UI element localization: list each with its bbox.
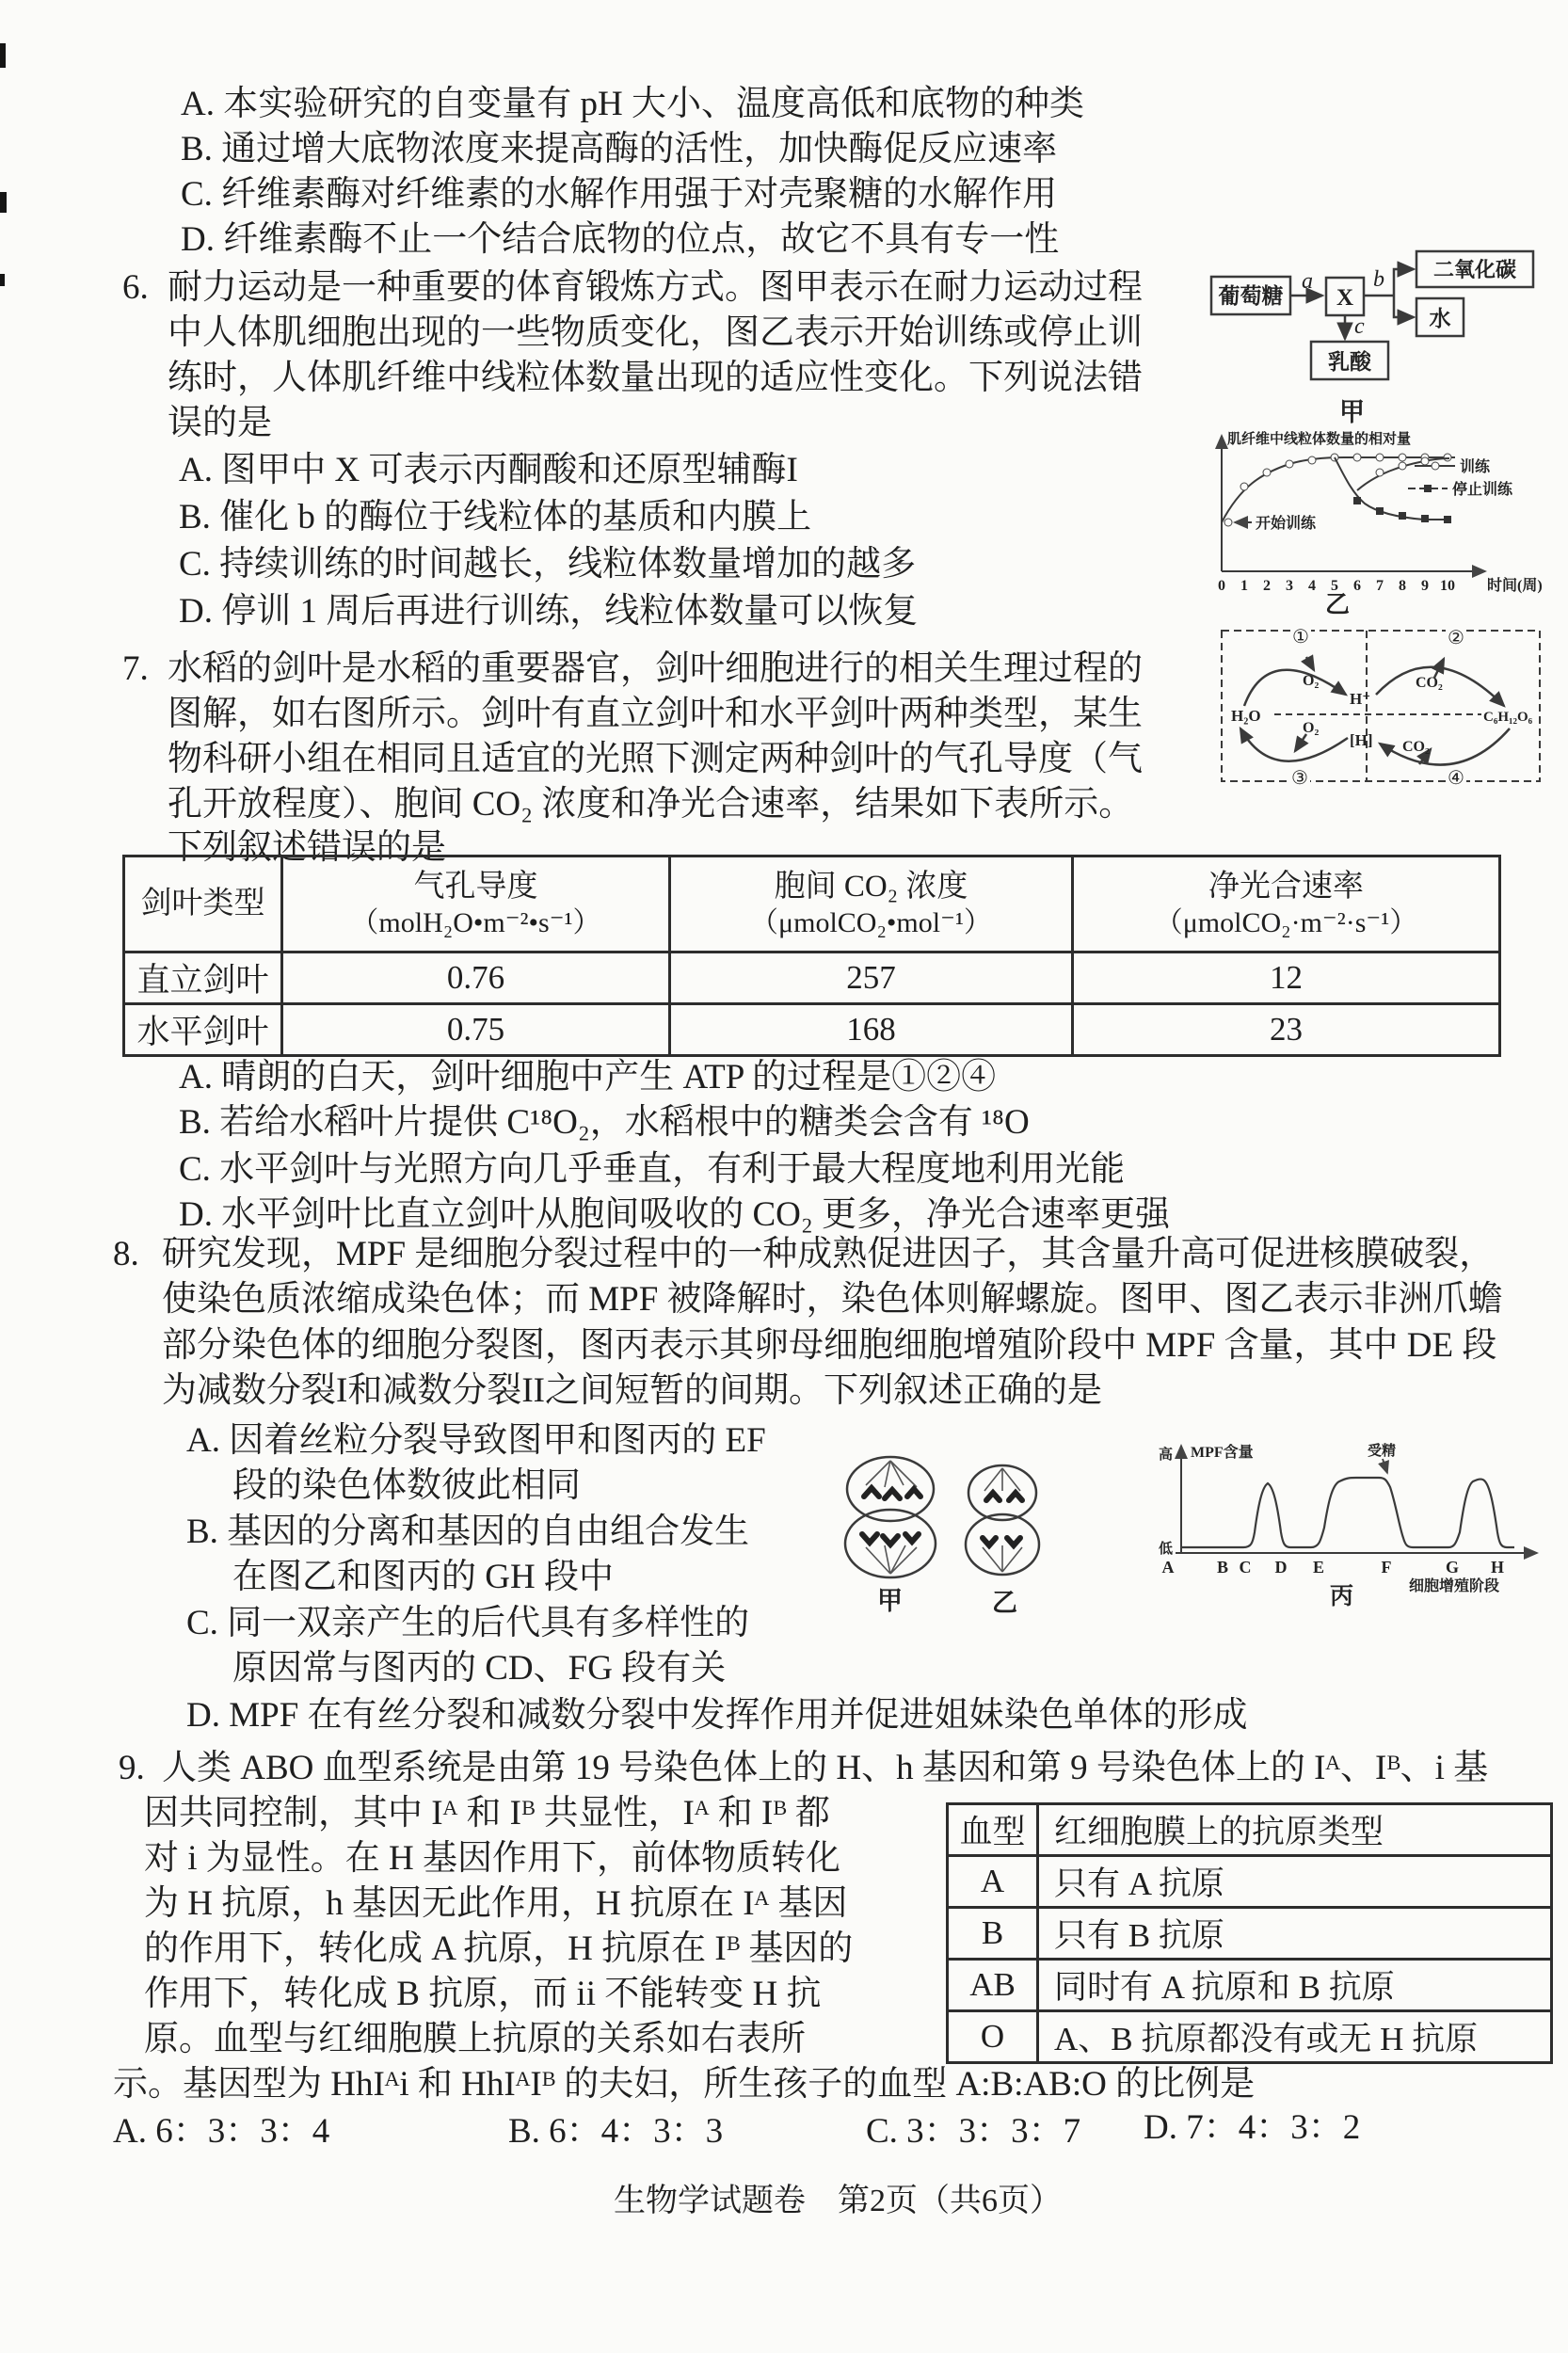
fertilization-label: 受精 (1368, 1444, 1397, 1459)
svg-text:8: 8 (1399, 578, 1406, 594)
q7-row2-type: 水平剑叶 (124, 1004, 282, 1056)
q6-option-d: D. 停训 1 周后再进行训练，线粒体数量可以恢复 (179, 592, 919, 631)
q9-option-d: D. 7：4：3：2 (1144, 2108, 1361, 2147)
q9-row-o-type: O (948, 2011, 1038, 2063)
h-plus-label: H⁺ (1350, 690, 1371, 708)
q9-row-o-antigen: A、B 抗原都没有或无 H 抗原 (1038, 2011, 1552, 2063)
q7-option-d: D. 水平剑叶比直立剑叶从胞间吸收的 CO₂ 更多，净光合速率更强 (179, 1195, 1171, 1234)
q9-row-a-type: A (948, 1856, 1038, 1908)
q8-option-a-line2: 段的染色体数彼此相同 (232, 1466, 581, 1505)
svg-text:1: 1 (1240, 578, 1248, 594)
cell-yi-caption: 乙 (992, 1589, 1017, 1616)
q7-stem-line-2: 图解，如右图所示。剑叶有直立剑叶和水平剑叶两种类型，某生 (168, 695, 1143, 733)
spindle-fibers (866, 1461, 1022, 1574)
scan-artifact (0, 192, 7, 213)
q7-row1-conductance: 0.76 (282, 952, 670, 1004)
q9-row-ab-antigen: 同时有 A 抗原和 B 抗原 (1038, 1960, 1552, 2011)
water-label: 水 (1429, 307, 1451, 330)
mpf-curve (1181, 1478, 1514, 1547)
q8-option-c-line1: C. 同一双亲产生的后代具有多样性的 (186, 1604, 750, 1642)
q9-stem-line-5: 的作用下，转化成 A 抗原，H 抗原在 Iᴮ 基因的 (144, 1929, 854, 1968)
q6-figure-yi-graph (1203, 428, 1568, 640)
q6-option-c: C. 持续训练的时间越长，线粒体数量增加的越多 (179, 545, 917, 584)
q7-stem-line-5: 下列叙述错误的是 (168, 828, 446, 867)
q9-stem-line-3: 对 i 为显性。在 H 基因作用下，前体物质转化 (144, 1839, 840, 1878)
q8-stem-line-4: 为减数分裂I和减数分裂II之间短暂的间期。下列叙述正确的是 (162, 1371, 1102, 1410)
arc-3 (1240, 728, 1348, 761)
y-axis-title: 肌纤维中线粒体数量的相对量 (1227, 432, 1412, 447)
svg-text:B: B (1216, 1558, 1229, 1577)
q9-row-b-antigen: 只有 B 抗原 (1038, 1908, 1552, 1960)
start-training-label: 开始训练 (1256, 516, 1317, 532)
table-row (948, 2011, 1552, 2063)
svg-text:D: D (1274, 1558, 1288, 1577)
glucose-label: 葡萄糖 (1218, 284, 1284, 308)
cell-jia-caption: 甲 (877, 1587, 903, 1615)
svg-text:F: F (1381, 1558, 1392, 1577)
svg-text:G: G (1445, 1558, 1460, 1577)
curve-training (1222, 457, 1455, 522)
q6-option-a: A. 图甲中 X 可表示丙酮酸和还原型辅酶I (179, 451, 798, 489)
q9-number: 9. (119, 1749, 145, 1787)
arc-1-o2-arrow (1306, 657, 1314, 670)
q7-number: 7. (122, 649, 149, 688)
svg-text:2: 2 (1263, 578, 1271, 594)
glucose-label: C₆H₁₂O₆ (1483, 710, 1533, 725)
scan-artifact (0, 43, 6, 68)
svg-text:6: 6 (1353, 578, 1361, 594)
outer-dashed-box (1222, 631, 1540, 781)
h-brackets-label: [H] (1350, 731, 1373, 749)
arrow-b-branch (1364, 269, 1411, 317)
q8-figure-bing-graph (1153, 1438, 1567, 1617)
arc-1 (1244, 670, 1346, 706)
fertilization-annotation (1368, 1442, 1396, 1473)
svg-text:A: A (1161, 1558, 1175, 1577)
svg-text:H: H (1490, 1558, 1505, 1577)
q9-stem-line-2: 因共同控制，其中 Iᴬ 和 Iᴮ 共显性，Iᴬ 和 Iᴮ 都 (144, 1794, 830, 1833)
q8-stem-line-2: 使染色质浓缩成染色体；而 MPF 被降解时，染色体则解螺旋。图甲、图乙表示非洲爪蟾 (162, 1280, 1503, 1319)
legend-square-marker (1424, 485, 1432, 492)
svg-text:①: ① (1292, 627, 1309, 648)
svg-text:10: 10 (1440, 578, 1455, 594)
q8-stem-line-1: 研究发现，MPF 是细胞分裂过程中的一种成熟促进因子，其含量升高可促进核膜破裂， (162, 1235, 1495, 1273)
q9-stem-line-6: 作用下，转化成 B 抗原，而 ii 不能转变 H 抗 (144, 1975, 822, 2013)
h2o-label: H₂O (1231, 707, 1261, 725)
svg-text:5: 5 (1331, 578, 1338, 594)
q7-row2-rate: 23 (1073, 1004, 1500, 1056)
q6-stem-line-2: 中人体肌细胞出现的一些物质变化，图乙表示开始训练或停止训 (168, 313, 1143, 352)
y-high-label: 高 (1159, 1448, 1174, 1463)
q7-stem-line-4: 孔开放程度）、胞间 CO₂ 浓度和净光合速率，结果如下表所示。 (168, 785, 1134, 824)
q8-stem-line-3: 部分染色体的细胞分裂图，图丙表示其卵母细胞细胞增殖阶段中 MPF 含量，其中 DE 段 (162, 1326, 1497, 1365)
chromosomes (862, 1488, 1022, 1545)
q7-row1-rate: 12 (1073, 952, 1500, 1004)
x-axis-label: 细胞增殖阶段 (1409, 1578, 1500, 1594)
q9-blood-type-table (946, 1802, 1553, 2064)
q5-option-a: A. 本实验研究的自变量有 pH 大小、温度高低和底物的种类 (181, 85, 1084, 123)
q9-header-blood-type: 血型 (948, 1804, 1038, 1856)
q8-option-a-line1: A. 因着丝粒分裂导致图甲和图丙的 EF (186, 1421, 766, 1460)
svg-text:9: 9 (1421, 578, 1429, 594)
q7-stem-line-1: 水稻的剑叶是水稻的重要器官，剑叶细胞进行的相关生理过程的 (168, 649, 1143, 688)
svg-text:0: 0 (1218, 578, 1225, 594)
scan-artifact (0, 274, 5, 286)
arrow-b-label: b (1373, 267, 1384, 292)
q7-row1-type: 直立剑叶 (124, 952, 282, 1004)
legend-training-label: 训练 (1460, 459, 1491, 475)
q9-option-c: C. 3：3：3：7 (866, 2112, 1081, 2151)
legend-stop-label: 停止训练 (1452, 482, 1513, 498)
q5-option-c: C. 纤维素酶对纤维素的水解作用强于对壳聚糖的水解作用 (181, 175, 1058, 214)
lactate-label: 乳酸 (1328, 350, 1371, 374)
q7-table-header-3: 净光合速率 （μmolCO₂·m⁻²·s⁻¹） (1073, 856, 1500, 952)
q7-table-header-1: 气孔导度 （molH₂O•m⁻²•s⁻¹） (282, 856, 670, 952)
q6-stem-line-3: 练时，人体肌纤维中线粒体数量出现的适应性变化。下列说法错 (168, 359, 1143, 397)
q9-stem-line-4: 为 H 抗原，h 基因无此作用，H 抗原在 Iᴬ 基因 (144, 1884, 848, 1923)
svg-text:④: ④ (1448, 768, 1464, 789)
q6-number: 6. (122, 268, 149, 307)
q8-number: 8. (113, 1235, 139, 1273)
q9-row-b-type: B (948, 1908, 1038, 1960)
co2-label: 二氧化碳 (1432, 258, 1517, 281)
figure-jia-caption: 甲 (1339, 398, 1365, 426)
page-footer: 生物学试题卷 第2页（共6页） (614, 2184, 1062, 2218)
arrow-a-label: a (1302, 269, 1313, 294)
legend-circle-marker (1432, 462, 1439, 470)
q8-option-b-line1: B. 基因的分离和基因的自由组合发生 (186, 1513, 750, 1551)
co2-bottom-label: CO₂ (1402, 739, 1430, 755)
q9-row-a-antigen: 只有 A 抗原 (1038, 1856, 1552, 1908)
q7-stem-line-3: 物科研小组在相同且适宜的光照下测定两种剑叶的气孔导度（气 (168, 740, 1143, 778)
q9-row-ab-type: AB (948, 1960, 1038, 2011)
q8-option-c-line2: 原因常与图丙的 CD、FG 段有关 (232, 1649, 727, 1688)
table-row (948, 1960, 1552, 2011)
arrow-c-label: c (1354, 314, 1365, 339)
x-tick-labels (1162, 1558, 1505, 1577)
q7-table-header-2: 胞间 CO₂ 浓度 （μmolCO₂•mol⁻¹） (670, 856, 1073, 952)
svg-text:C: C (1239, 1558, 1252, 1577)
figure-bing-caption: 丙 (1330, 1584, 1354, 1609)
q9-option-a: A. 6：3：3：4 (113, 2112, 330, 2151)
svg-text:4: 4 (1308, 578, 1316, 594)
table-row (948, 1856, 1552, 1908)
figure-yi-caption: 乙 (1325, 591, 1351, 618)
svg-text:②: ② (1448, 628, 1464, 648)
table-row (124, 952, 1500, 1004)
q7-row2-conductance: 0.75 (282, 1004, 670, 1056)
o2-top-label: O₂ (1303, 673, 1320, 689)
q7-figure-physiology (1216, 623, 1555, 797)
q9-stem-line-8: 示。基因型为 HhIᴬi 和 HhIᴬIᴮ 的夫妇，所生孩子的血型 A:B:AB:O 的比例是 (113, 2065, 1256, 2104)
svg-text:3: 3 (1286, 578, 1293, 594)
x-label: X (1336, 285, 1354, 311)
q8-option-b-line2: 在图乙和图丙的 GH 段中 (232, 1558, 614, 1596)
q5-option-b: B. 通过增大底物浓度来提高酶的活性，加快酶促反应速率 (181, 130, 1058, 168)
q8-option-d: D. MPF 在有丝分裂和减数分裂中发挥作用并促进姐妹染色单体的形成 (186, 1696, 1248, 1735)
q7-row2-co2: 168 (670, 1004, 1073, 1056)
q6-option-b: B. 催化 b 的酶位于线粒体的基质和内膜上 (179, 498, 812, 536)
y-axis-title: MPF含量 (1191, 1445, 1254, 1461)
q7-table-corner: 剑叶类型 (124, 856, 282, 952)
q7-row1-co2: 257 (670, 952, 1073, 1004)
training-markers (1240, 454, 1451, 490)
q8-figure-cells (828, 1451, 1073, 1616)
q9-option-b: B. 6：4：3：3 (508, 2112, 724, 2151)
q6-figure-jia-flowchart (1208, 247, 1558, 430)
q9-header-antigen: 红细胞膜上的抗原类型 (1038, 1804, 1552, 1856)
svg-text:E: E (1312, 1558, 1325, 1577)
svg-text:7: 7 (1376, 578, 1384, 594)
start-training-annotation (1224, 514, 1317, 532)
co2-top-label: CO₂ (1416, 675, 1443, 691)
table-row (124, 1004, 1500, 1056)
q7-option-b: B. 若给水稻叶片提供 C¹⁸O₂，水稻根中的糖类会含有 ¹⁸O (179, 1103, 1030, 1142)
q7-option-c: C. 水平剑叶与光照方向几乎垂直，有利于最大程度地利用光能 (179, 1150, 1126, 1189)
q6-stem-line-1: 耐力运动是一种重要的体育锻炼方式。图甲表示在耐力运动过程 (168, 268, 1143, 307)
table-row (948, 1908, 1552, 1960)
svg-text:③: ③ (1291, 768, 1308, 789)
y-low-label: 低 (1159, 1542, 1174, 1557)
arc-4 (1380, 728, 1510, 765)
q6-stem-line-4: 误的是 (168, 404, 272, 442)
q5-option-d: D. 纤维素酶不止一个结合底物的位点，故它不具有专一性 (181, 220, 1060, 259)
q9-stem-line-1: 人类 ABO 血型系统是由第 19 号染色体上的 H、h 基因和第 9 号染色体上的 Iᴬ、Iᴮ、i 基 (162, 1749, 1489, 1787)
x-axis-label: 时间(周) (1487, 578, 1543, 594)
o2-bottom-label: O₂ (1303, 720, 1320, 736)
arc-3-o2-arrow (1295, 734, 1306, 751)
q9-stem-line-7: 原。血型与红细胞膜上抗原的关系如右表所 (144, 2020, 806, 2058)
q7-option-a: A. 晴朗的白天，剑叶细胞中产生 ATP 的过程是①②④ (179, 1058, 997, 1096)
q7-data-table (122, 855, 1501, 1057)
